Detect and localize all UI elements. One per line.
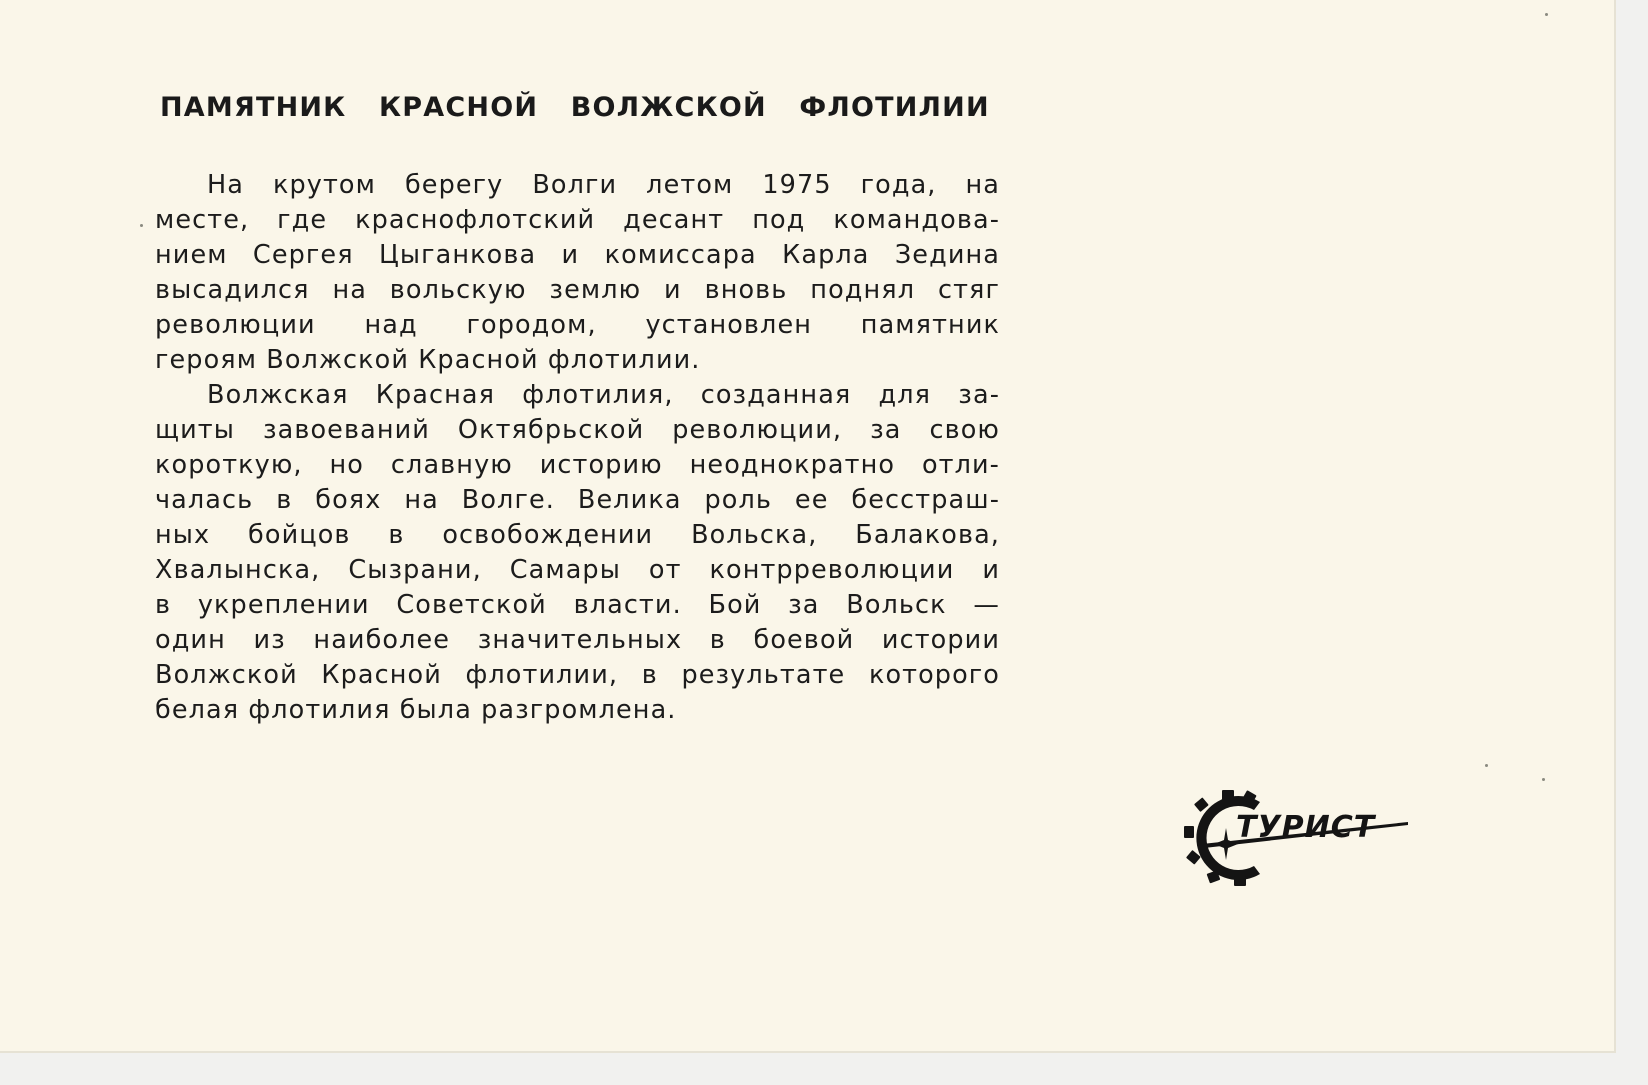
- text-line: щиты завоеваний Октябрьской революции, за свою: [155, 415, 1000, 445]
- text-line: высадился на вольскую землю и вновь поднял стяг: [155, 275, 1000, 305]
- page-title: ПАМЯТНИК КРАСНОЙ ВОЛЖСКОЙ ФЛОТИЛИИ: [160, 92, 990, 123]
- logo-text: ТУРИСТ: [1236, 810, 1376, 845]
- turist-logo: [1182, 788, 1418, 888]
- text-line: месте, где краснофлотский десант под командова-: [155, 205, 1000, 235]
- paper-speck: [1485, 764, 1488, 767]
- text-line: короткую, но славную историю неоднократно отли-: [155, 450, 1000, 480]
- text-line: революции над городом, установлен памятник: [155, 310, 1000, 340]
- paragraph-2: [155, 378, 1000, 728]
- paper-speck: [1545, 13, 1548, 16]
- text-line: один из наиболее значительных в боевой истории: [155, 625, 1000, 655]
- paper-speck: [140, 224, 143, 227]
- text-line: На крутом берегу Волги летом 1975 года, на: [207, 170, 1000, 200]
- paper-speck: [1542, 778, 1545, 781]
- text-line: чалась в боях на Волге. Велика роль ее бесстраш-: [155, 485, 1000, 515]
- text-line: Волжской Красной флотилии, в результате которого: [155, 660, 1000, 690]
- text-line: в укреплении Советской власти. Бой за Вольск —: [155, 590, 1000, 620]
- text-line: нием Сергея Цыганкова и комиссара Карла Зедина: [155, 240, 1000, 270]
- text-line: героям Волжской Красной флотилии.: [155, 345, 701, 375]
- text-line: Хвалынска, Сызрани, Самары от контрреволюции и: [155, 555, 1000, 585]
- paragraph-1: [155, 168, 1000, 378]
- text-line: белая флотилия была разгромлена.: [155, 695, 677, 725]
- text-line: ных бойцов в освобождении Вольска, Балакова,: [155, 520, 1000, 550]
- text-line: Волжская Красная флотилия, созданная для за-: [207, 380, 1000, 410]
- body-text: [155, 168, 1000, 728]
